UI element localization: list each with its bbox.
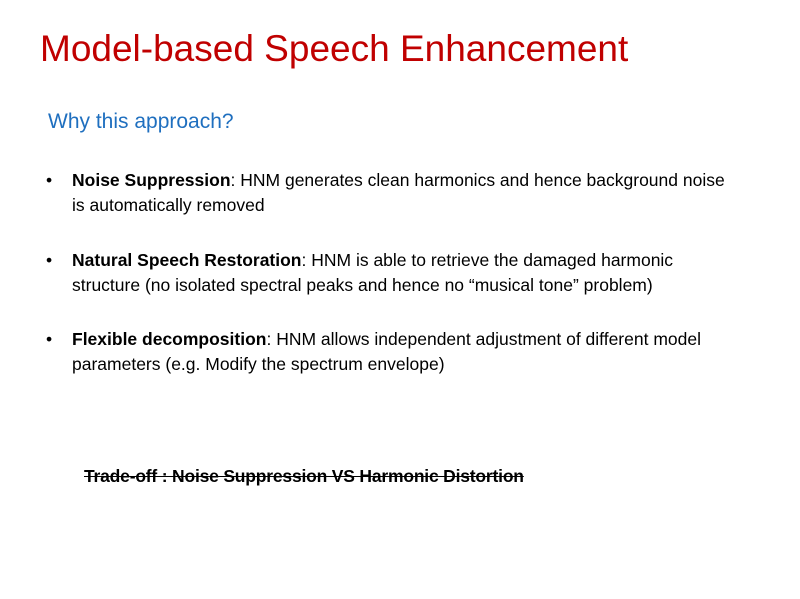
bullet-marker-icon: • (46, 170, 53, 190)
tradeoff-note: Trade-off : Noise Suppression VS Harmonic Distortion (84, 466, 524, 486)
list-item-text: : HNM allows independent adjustment of different model parameters (e.g. Modify the spectrum envelope) (72, 329, 701, 375)
list-item (40, 327, 740, 377)
bullet-marker-icon: • (46, 329, 53, 350)
list-item (40, 168, 740, 218)
list-item-lead: Flexible decomposition (72, 329, 267, 350)
page-title: Model-based Speech Enhancement (40, 28, 629, 69)
bullet-list (40, 168, 740, 407)
list-item-lead: Noise Suppression (72, 170, 231, 190)
bullet-marker-icon: • (46, 249, 53, 270)
list-item-lead: Natural Speech Restoration (72, 249, 302, 270)
list-item-text: : HNM generates clean harmonics and hence background noise is automatically removed (72, 170, 725, 215)
slide-subtitle: Why this approach? (48, 110, 234, 133)
list-item-text: : HNM is able to retrieve the damaged harmonic structure (no isolated spectral peaks and hence no “musical tone” problem) (72, 249, 674, 295)
list-item (40, 248, 740, 298)
